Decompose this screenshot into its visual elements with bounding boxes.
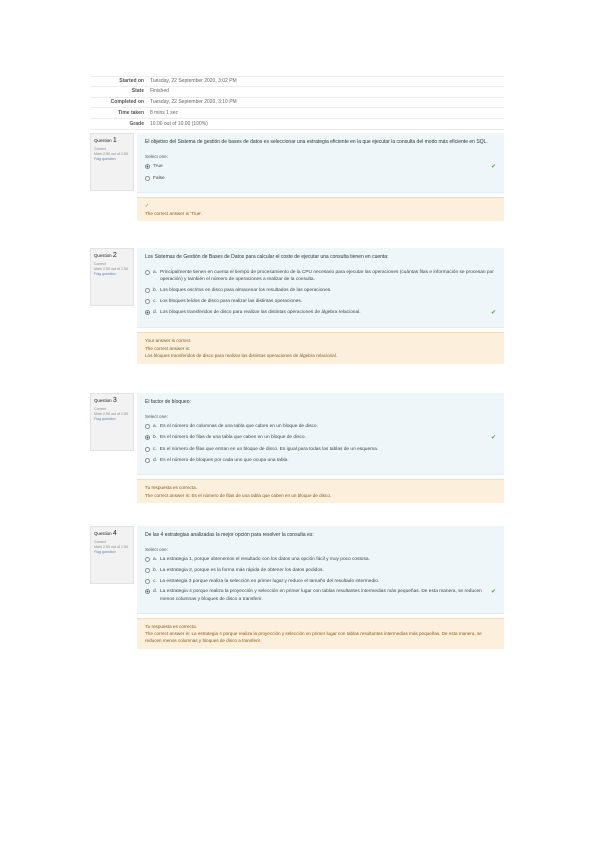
select-one-label: Select one:: [145, 153, 168, 159]
question-content: [137, 526, 504, 649]
answer-letter: a.: [153, 269, 158, 275]
answer-radio[interactable]: [145, 458, 150, 463]
answer-text: La estrategia 2, porque es la forma más rápida de obtener los datos pedidos.: [160, 567, 324, 573]
summary-value: 10.00 out of 10.00 (100%): [150, 120, 208, 127]
question-text: Los Sistemas de Gestión de Bases de Datos para calcular el coste de ejecutar una consulta tienen en cuenta:: [145, 254, 389, 260]
summary-label: Completed on: [110, 99, 144, 106]
question-info-panel: [90, 526, 134, 584]
feedback-line: Tu respuesta es correcta.: [145, 485, 197, 491]
flag-question-link[interactable]: Flag question: [94, 271, 116, 276]
question-mark: Mark 2.50 out of 2.50: [94, 266, 128, 271]
question-status: Correct: [94, 406, 106, 411]
flag-question-link[interactable]: Flag question: [94, 156, 116, 161]
answer-option[interactable]: [145, 578, 496, 585]
question-status: Correct: [94, 261, 106, 266]
answer-text: La estrategia 3 porque realiza la selección en primer lugar y reduce el tamaño del resultado intermedio.: [159, 578, 380, 584]
answer-text: Los bloques transferidos de disco para realizar las distintas operaciones de álgebra relacional.: [160, 309, 361, 315]
answer-letter: a.: [153, 556, 158, 562]
question-content: [137, 248, 504, 364]
question-info-panel: [90, 393, 134, 451]
answer-option[interactable]: [145, 309, 496, 318]
answer-option[interactable]: [145, 434, 496, 443]
question-mark: Mark 2.50 out of 2.50: [94, 411, 128, 416]
feedback-panel: [137, 618, 504, 649]
answer-radio[interactable]: [145, 164, 150, 169]
answer-radio[interactable]: [145, 176, 150, 181]
answer-letter: d.: [153, 309, 158, 315]
answer-option[interactable]: [145, 287, 496, 294]
answer-letter: c.: [153, 578, 157, 584]
feedback-panel: [137, 479, 504, 503]
answer-text: Principalmente tienen en cuenta el tiempo de procesamiento de la CPU necesario para ejecutar las operaciones (cuántas filas e información se procesan por operación) y también el número de operaciones a realizar de la consulta.: [160, 269, 494, 282]
question-status: Correct: [94, 539, 106, 544]
question-info-panel: [90, 133, 134, 191]
question-number-value: 2: [112, 252, 117, 259]
feedback-line: ✓: [145, 203, 149, 209]
answer-letter: b.: [153, 287, 158, 293]
question-number-value: 1: [112, 137, 117, 144]
answer-radio[interactable]: [145, 299, 150, 304]
question-text: El objetivo del Sistema de gestión de bases de datos es seleccionar una estrategia eficiente en la que ejecutar la consulta del modo más eficiente en SQL.: [145, 139, 488, 145]
answer-text: Los bloques leídos de disco para realizar las distintas operaciones.: [159, 298, 303, 304]
correct-check-icon: ✔: [490, 309, 496, 316]
correct-check-icon: ✔: [490, 163, 496, 170]
answer-letter: b.: [153, 434, 158, 440]
answer-option[interactable]: [145, 423, 496, 430]
answer-radio[interactable]: [145, 435, 150, 440]
question-text: El factor de bloqueo:: [145, 399, 191, 405]
feedback-line: The correct answer is 'True'.: [145, 210, 203, 216]
question-word: Question: [94, 253, 112, 258]
question-content: [137, 133, 504, 221]
question-status: Correct: [94, 146, 106, 151]
answer-text: Es el número de filas de una tabla que caben en un bloque de disco.: [160, 434, 306, 440]
question-mark: Mark 2.50 out of 2.50: [94, 544, 128, 549]
answer-text: La estrategia 4 porque realiza la proyección y selección en primer lugar con tablas resultantes intermedias más pequeñas. De esta manera, se reducen menos columnas y bloques de disco a transferir.: [160, 589, 482, 602]
answer-letter: c.: [153, 447, 157, 453]
answer-option[interactable]: [145, 163, 496, 172]
answer-option[interactable]: [145, 298, 496, 305]
correct-check-icon: ✔: [490, 434, 496, 441]
answer-option[interactable]: [145, 269, 496, 284]
answer-option[interactable]: [145, 588, 496, 603]
summary-row: [90, 76, 504, 87]
flag-question-link[interactable]: Flag question: [94, 416, 116, 421]
question-word: Question: [94, 398, 112, 403]
answer-letter: d.: [153, 458, 158, 464]
answer-letter: d.: [153, 589, 158, 595]
answer-option[interactable]: [145, 457, 496, 464]
feedback-line: Tu respuesta es correcta.: [145, 623, 197, 629]
answer-radio[interactable]: [145, 579, 150, 584]
answer-option[interactable]: [145, 567, 496, 574]
question-mark: Mark 2.50 out of 2.50: [94, 151, 128, 156]
feedback-panel: [137, 197, 504, 221]
question-number-value: 4: [112, 530, 117, 537]
answer-radio[interactable]: [145, 288, 150, 293]
select-one-label: Select one:: [145, 413, 168, 419]
answer-radio[interactable]: [145, 568, 150, 573]
question-form: [137, 133, 504, 193]
answer-option[interactable]: [145, 556, 496, 563]
answer-radio[interactable]: [145, 557, 150, 562]
summary-value: Tuesday, 22 September 2020, 3:02 PM: [150, 78, 237, 85]
question-word: Question: [94, 531, 112, 536]
answer-radio[interactable]: [145, 270, 150, 275]
answer-letter: b.: [153, 567, 158, 573]
answer-radio[interactable]: [145, 424, 150, 429]
feedback-panel: [137, 332, 504, 363]
question-text: De las 4 estrategias analizadas la mejor opción para resolver la consulta es:: [145, 532, 314, 538]
summary-value: 8 mins 1 sec: [150, 109, 179, 116]
feedback-line: The correct answer is:: [145, 345, 191, 351]
answer-radio[interactable]: [145, 310, 150, 315]
question-form: [137, 393, 504, 475]
attempt-summary-table: [90, 76, 504, 130]
question-number: [94, 251, 130, 261]
answer-text: Los bloques escritos en disco para almacenar los resultados de las operaciones.: [160, 287, 332, 293]
summary-value: Finished: [150, 88, 169, 95]
question-word: Question: [94, 138, 112, 143]
answer-radio[interactable]: [145, 447, 150, 452]
answer-text: True: [153, 163, 163, 169]
question-number: [94, 529, 130, 539]
question-number-value: 3: [112, 397, 117, 404]
answer-text: Es el número de filas que entran en un bloque de disco. Es igual para todas las tablas de un esquema.: [159, 447, 379, 453]
question-form: [137, 248, 504, 328]
summary-label: Time taken: [117, 109, 144, 116]
summary-row: [90, 87, 504, 98]
feedback-line: The correct answer is: La estrategia 4 porque realiza la proyección y selección en primer lugar con tablas resultantes intermedias más pequeñas. De esta manera, se reducen menos columnas y bloques de disco a transferir.: [145, 631, 482, 644]
summary-value: Tuesday, 22 September 2020, 3:10 PM: [150, 99, 237, 106]
summary-row: [90, 108, 504, 119]
correct-check-icon: ✔: [490, 589, 496, 596]
answer-letter: c.: [153, 298, 157, 304]
question-form: [137, 526, 504, 614]
answer-option[interactable]: [145, 175, 496, 182]
feedback-line: Your answer is correct.: [145, 338, 192, 344]
answer-text: Es el número de bloques por cada uno que ocupa una tabla.: [160, 458, 289, 464]
summary-label: Grade: [129, 120, 144, 127]
select-one-label: Select one:: [145, 546, 168, 552]
feedback-line: The correct answer is: Es el número de filas de una tabla que caben en un bloque de disco.: [145, 492, 332, 498]
feedback-line: Los bloques transferidos de disco para realizar las distintas operaciones de álgebra relacional.: [145, 353, 338, 359]
answer-radio[interactable]: [145, 589, 150, 594]
flag-question-link[interactable]: Flag question: [94, 549, 116, 554]
summary-label: State: [131, 88, 144, 95]
answer-letter: a.: [153, 423, 158, 429]
answer-text: La estrategia 1, porque obtenemos el resultado con los datos una opción fácil y muy poco costosa.: [160, 556, 370, 562]
question-content: [137, 393, 504, 503]
question-number: [94, 396, 130, 406]
answer-option[interactable]: [145, 446, 496, 453]
summary-row: [90, 119, 504, 130]
summary-row: [90, 98, 504, 109]
answer-text: False: [153, 176, 165, 182]
question-info-panel: [90, 248, 134, 306]
summary-label: Started on: [119, 78, 144, 85]
answer-text: Es el número de columnas de una tabla que caben en un bloque de disco.: [160, 423, 318, 429]
question-number: [94, 136, 130, 146]
